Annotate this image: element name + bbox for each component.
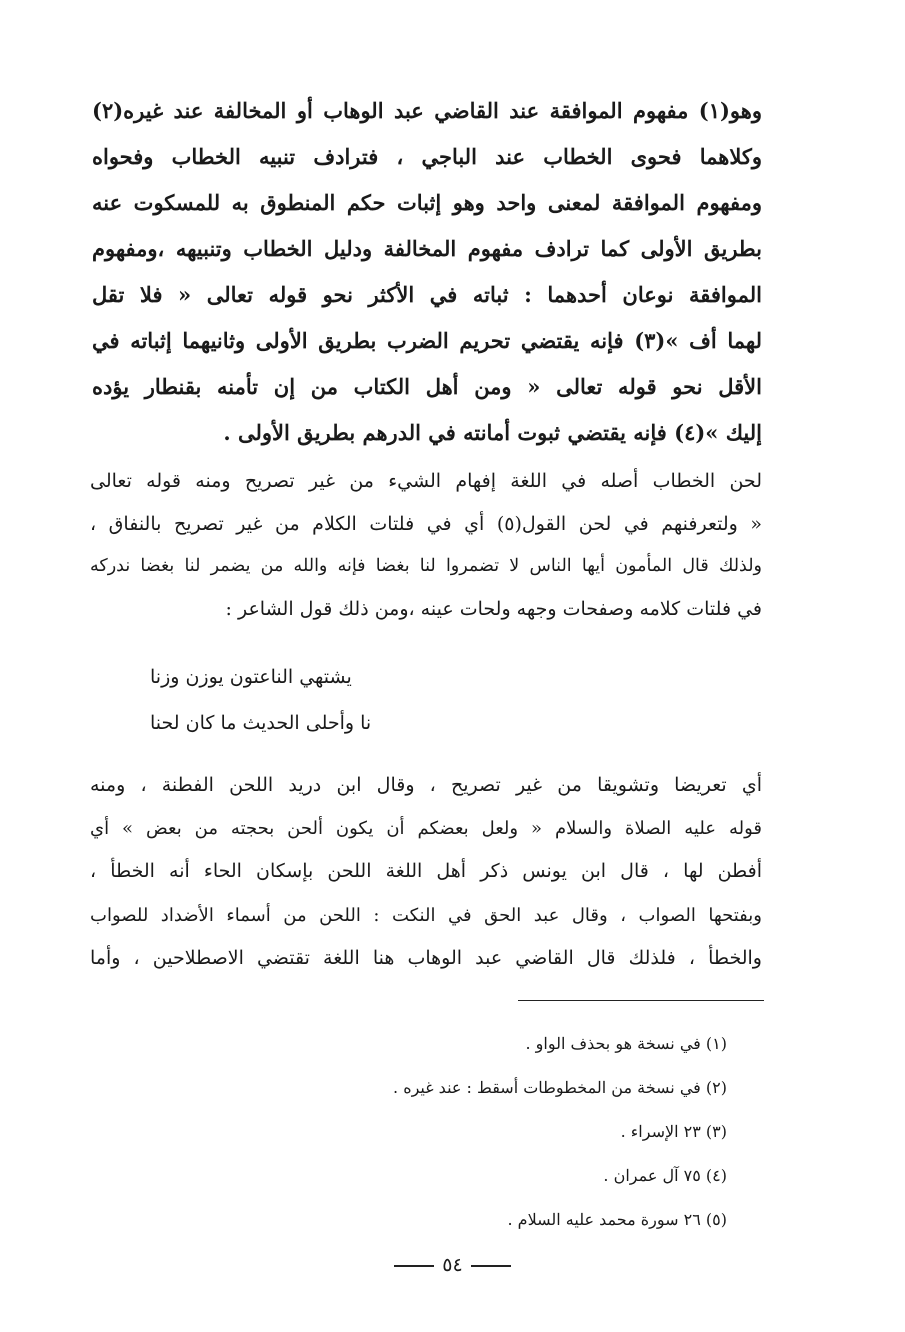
verse-hemistich-left: نا وأحلى الحديث ما كان لحنا (150, 712, 372, 734)
text-line: لحن الخطاب أصله في اللغة إفهام الشيء من غير تصريح ومنه قوله تعالى (90, 470, 762, 492)
text-line: في فلتات كلامه وصفحات وجهه ولحات عينه ،ومن ذلك قول الشاعر : (225, 597, 762, 620)
text-line: الموافقة نوعان أحدهما : ثباته في الأكثر نحو قوله تعالى « فلا تقل (92, 282, 762, 307)
text-line: لهما أف »(٣) فإنه يقتضي تحريم الضرب بطريق الأولى وثانيهما إثباته في (92, 328, 762, 353)
text-line: وبفتحها الصواب ، وقال عبد الحق في النكت : اللحن من أسماء الأضداد للصواب (90, 904, 762, 926)
text-line: الأقل نحو قوله تعالى « ومن أهل الكتاب من إن تأمنه بقنطار يؤده (92, 374, 762, 399)
footnotes (393, 1022, 727, 1242)
verse-hemistich-left: يشتهي الناعتون يوزن وزنا (150, 666, 352, 688)
text-line: بطريق الأولى كما ترادف مفهوم المخالفة ودليل الخطاب وتنبيهه ،ومفهوم (92, 236, 762, 261)
footnote-2: (٢) في نسخة من المخطوطات أسقط : عند غيره . (393, 1078, 727, 1097)
text-line: ولذلك قال المأمون أيها الناس لا تضمروا لنا بغضا فإنه والله من يضمر لنا بغضا ندركه (90, 556, 762, 576)
footnote-5: (٥) ٢٦ سورة محمد عليه السلام . (507, 1210, 727, 1229)
text-line: والخطأ ، فلذلك قال القاضي عبد الوهاب هنا اللغة تقتضي الاصطلاحين ، وأما (90, 946, 762, 969)
text-line: وهو(١) مفهوم الموافقة عند القاضي عبد الوهاب أو المخالفة عند غيره(٢) (92, 98, 762, 123)
paragraph-commentary (90, 764, 762, 980)
page-number-value: ٥٤ (442, 1254, 463, 1276)
text-line: أي تعريضا وتشويقا من غير تصريح ، وقال ابن دريد اللحن الفطنة ، ومنه (90, 774, 762, 796)
text-line: « ولتعرفنهم في لحن القول(٥) أي في فلتات الكلام من غير تصريح بالنفاق ، (90, 512, 762, 535)
page-number-dash (394, 1265, 434, 1267)
footnote-3: (٣) ٢٣ الإسراء . (620, 1122, 727, 1141)
footnote-4: (٤) ٧٥ آل عمران . (603, 1166, 727, 1185)
paragraph-mafhum-al-muwafaqa (92, 88, 762, 456)
page-number-dash (471, 1265, 511, 1267)
footnote-1: (١) في نسخة هو بحذف الواو . (525, 1034, 727, 1053)
footnote-divider (518, 1000, 764, 1001)
page-number (0, 1254, 905, 1276)
text-line: ومفهوم الموافقة لمعنى واحد وهو إثبات حكم المنطوق به للمسكوت عنه (92, 190, 762, 215)
paragraph-lahn-al-khitab (90, 460, 762, 630)
text-line: قوله عليه الصلاة والسلام « ولعل بعضكم أن يكون ألحن بحجته من بعض » أي (90, 818, 762, 840)
text-line: وكلاهما فحوى الخطاب عند الباجي ، فترادف تنبيه الخطاب وفحواه (92, 144, 762, 169)
text-line: أفطن لها ، قال ابن يونس ذكر أهل اللغة اللحن بإسكان الحاء أنه الخطأ ، (90, 860, 762, 883)
text-line: إليك »(٤) فإنه يقتضي ثبوت أمانته في الدرهم بطريق الأولى . (223, 420, 762, 445)
